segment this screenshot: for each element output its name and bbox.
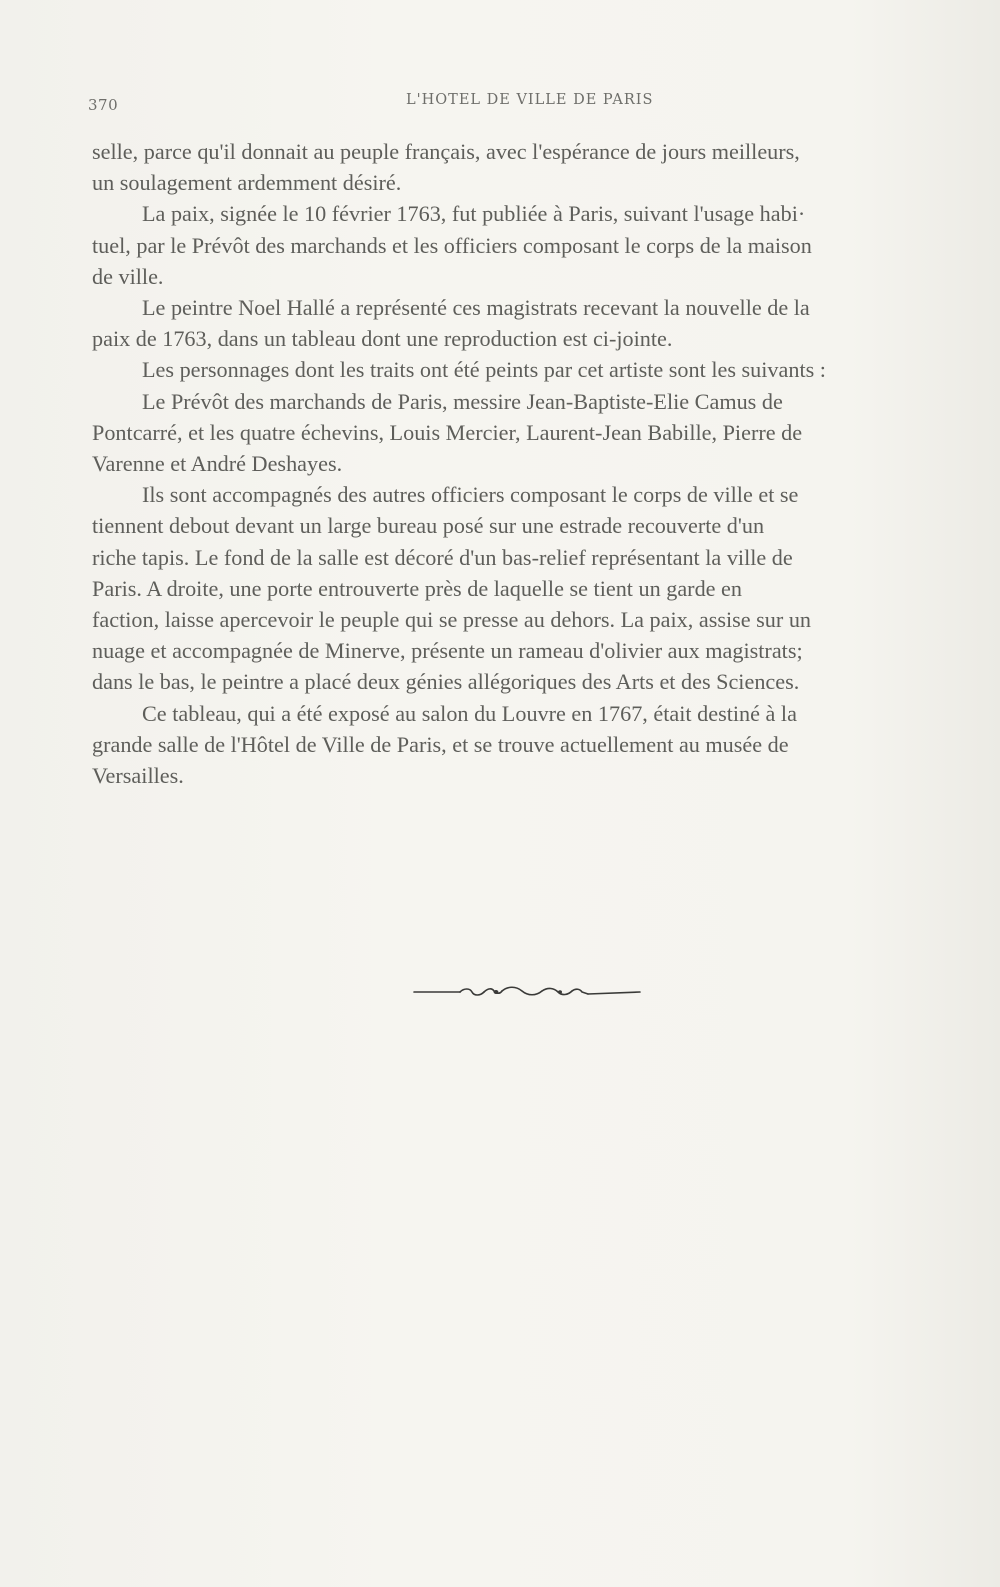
text-line: Le peintre Noel Hallé a représenté ces magistrats recevant la nouvelle de la — [142, 295, 810, 321]
text-line: faction, laisse apercevoir le peuple qui se presse au dehors. La paix, assise sur un — [92, 607, 812, 633]
text-line: de ville. — [92, 263, 164, 289]
body-text — [92, 136, 950, 791]
text-line: Les personnages dont les traits ont été peints par cet artiste sont les suivants : — [142, 357, 826, 383]
text-line: tuel, par le Prévôt des marchands et les officiers composant le corps de la maison — [92, 232, 812, 258]
running-title: L'HOTEL DE VILLE DE PARIS — [406, 92, 654, 108]
running-head — [88, 92, 948, 116]
text-line: un soulagement ardemment désiré. — [92, 170, 402, 196]
text-line: Varenne et André Deshayes. — [92, 451, 343, 477]
text-line: selle, parce qu'il donnait au peuple français, avec l'espérance de jours meilleurs, — [92, 139, 800, 164]
text-line: nuage et accompagnée de Minerve, présente un rameau d'olivier aux magistrats; — [92, 638, 803, 664]
text-line: Ils sont accompagnés des autres officiers composant le corps de ville et se — [142, 482, 799, 508]
text-line: Le Prévôt des marchands de Paris, messire Jean-Baptiste-Elie Camus de — [142, 388, 783, 414]
text-line: La paix, signée le 10 février 1763, fut publiée à Paris, suivant l'usage habi· — [142, 201, 806, 227]
text-line: Ce tableau, qui a été exposé au salon du Louvre en 1767, était destiné à la — [142, 700, 797, 726]
text-line: paix de 1763, dans un tableau dont une reproduction est ci-jointe. — [92, 326, 673, 352]
text-line: tiennent debout devant un large bureau posé sur une estrade recouverte d'un — [92, 513, 765, 539]
text-line: grande salle de l'Hôtel de Ville de Paris, et se trouve actuellement au musée de — [92, 731, 789, 757]
text-line: riche tapis. Le fond de la salle est décoré d'un bas-relief représentant la ville de — [92, 544, 793, 570]
page-number: 370 — [88, 96, 119, 114]
text-line: Versailles. — [92, 763, 184, 789]
text-line: dans le bas, le peintre a placé deux génies allégoriques des Arts et des Sciences. — [92, 669, 800, 695]
tailpiece-ornament-icon — [412, 982, 642, 1002]
text-line: Pontcarré, et les quatre échevins, Louis Mercier, Laurent-Jean Babille, Pierre de — [92, 419, 803, 445]
text-line: Paris. A droite, une porte entrouverte près de laquelle se tient un garde en — [92, 575, 743, 601]
